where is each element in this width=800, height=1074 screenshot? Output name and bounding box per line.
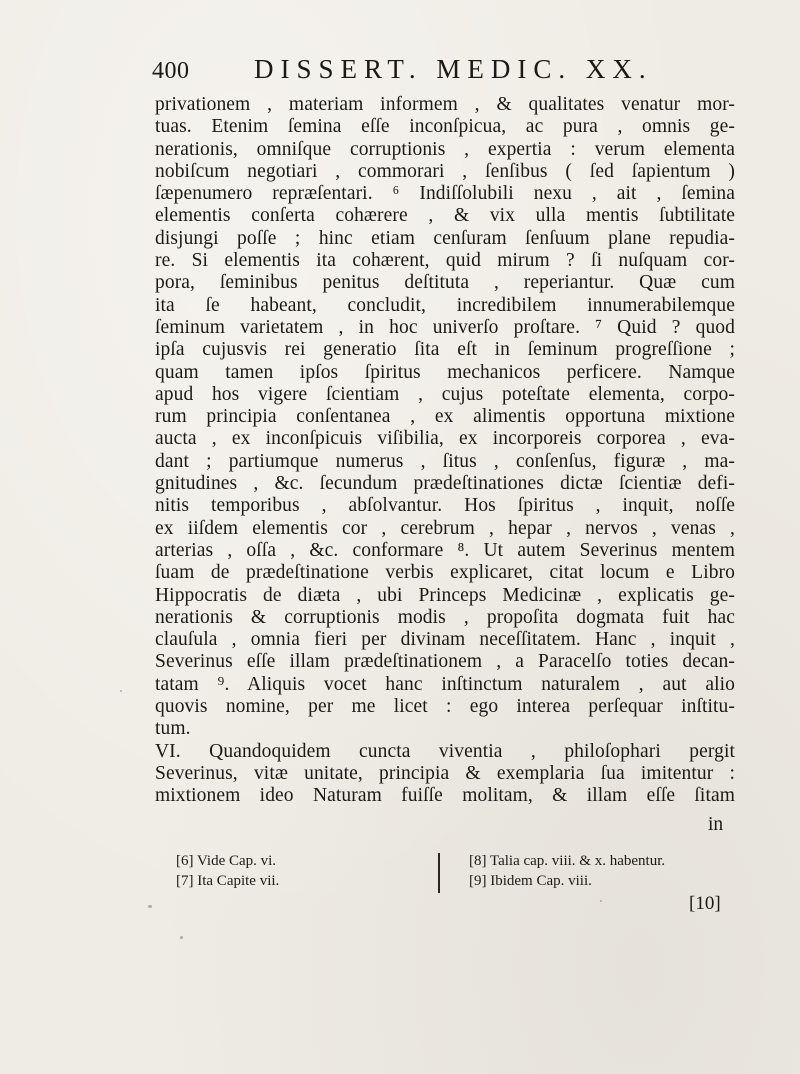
text-line: tatam ⁹. Aliquis vocet hanc inſtinctum naturalem , aut alio — [155, 673, 735, 695]
text-line: rum principia conſentanea , ex alimentis opportuna mixtione — [155, 406, 735, 428]
footnote: [8] Talia cap. viii. & x. habentur. — [469, 853, 666, 869]
footnote-divider — [438, 853, 440, 893]
text-line: re. Si elementis ita cohærent, quid mirum ? ſi nuſquam cor- — [155, 250, 735, 272]
text-line: Severinus eſſe illam prædeſtinationem , a Paracelſo toties decan- — [155, 651, 735, 673]
text-line: mixtionem ideo Naturam fuiſſe molitam, & illam eſſe ſitam — [155, 785, 735, 807]
text-line: disjungi poſſe ; hinc etiam cenſuram ſenſuum plane repudia- — [155, 227, 735, 249]
text-line: gnitudines , &c. ſecundum prædeſtinationes dictæ ſcientiæ defi- — [155, 473, 735, 495]
text-line: ſuam de prædeſtinatione verbis explicaret, citat locum e Libro — [155, 562, 735, 584]
main-text — [155, 94, 735, 808]
text-line: ipſa cujusvis rei generatio ſita eſt in ſeminum progreſſione ; — [155, 339, 735, 361]
footnote: [9] Ibidem Cap. viii. — [469, 873, 592, 889]
paper-speck — [120, 690, 122, 692]
text-line: Severinus, vitæ unitate, principia & exemplaria ſua imitentur : — [155, 762, 735, 784]
paper-speck — [180, 936, 183, 939]
footnote: [7] Ita Capite vii. — [176, 873, 280, 889]
footnotes-left-column — [176, 851, 406, 891]
footnote: [6] Vide Cap. vi. — [176, 853, 277, 869]
text-line: ſeminum varietatem , in hoc univerſo proſtare. ⁷ Quid ? quod — [155, 316, 735, 338]
text-line: dant ; partiumque numerus , ſitus , conſenſus, figuræ , ma- — [155, 450, 735, 472]
text-line: ex iiſdem elementis cor , cerebrum , hepar , nervos , venas , — [155, 517, 735, 539]
text-line: nobiſcum negotiari , commorari , ſenſibus ( ſed ſapientum ) — [155, 160, 735, 182]
text-line: quovis nomine, per me licet : ego interea perſequar inſtitu- — [155, 696, 735, 718]
text-line: arterias , oſſa , &c. conformare ⁸. Ut autem Severinus mentem — [155, 539, 735, 561]
text-line: privationem , materiam informem , & qualitates venatur mor- — [155, 94, 735, 115]
signature-mark: [10] — [689, 893, 721, 914]
catchword: in — [708, 814, 724, 835]
page-number: 400 — [152, 58, 190, 84]
page-header — [150, 54, 732, 90]
text-line: clauſula , omnia fieri per divinam neceſſitatem. Hanc , inquit , — [155, 629, 735, 651]
text-line: quam tamen ipſos ſpiritus mechanicos perficere. Namque — [155, 361, 735, 383]
text-line: nerationis, omniſque corruptionis , expertia : verum elementa — [155, 138, 735, 160]
text-line: Hippocratis de diæta , ubi Princeps Medicinæ , explicatis ge- — [155, 584, 735, 606]
text-line: nerationis & corruptionis modis , propoſita dogmata fuit hac — [155, 606, 735, 628]
footnotes — [176, 851, 736, 895]
text-line: elementis conſerta cohærere , & vix ulla mentis ſubtilitate — [155, 205, 735, 227]
text-line: VI. Quandoquidem cuncta viventia , philoſophari pergit — [155, 740, 735, 762]
text-line: tuas. Etenim ſemina eſſe inconſpicua, ac pura , omnis ge- — [155, 116, 735, 138]
text-line: tum. — [155, 718, 191, 740]
paper-speck — [600, 900, 602, 902]
paper-speck — [148, 905, 152, 908]
running-head: DISSERT. MEDIC. XX. — [254, 54, 653, 84]
text-line: ita ſe habeant, concludit, incredibilem innumerabilemque — [155, 294, 735, 316]
text-line: ſæpenumero repræſentari. ⁶ Indiſſolubili nexu , ait , ſemina — [155, 183, 735, 205]
footnotes-right-column — [469, 851, 749, 891]
text-line: aucta , ex inconſpicuis viſibilia, ex incorporeis corporea , eva- — [155, 428, 735, 450]
text-line: nitis temporibus , abſolvantur. Hos ſpiritus , inquit, noſſe — [155, 495, 735, 517]
text-line: pora, ſeminibus penitus deſtituta , reperiantur. Quæ cum — [155, 272, 735, 294]
text-line: apud hos vigere ſcientiam , cujus poteſtate elementa, corpo- — [155, 383, 735, 405]
